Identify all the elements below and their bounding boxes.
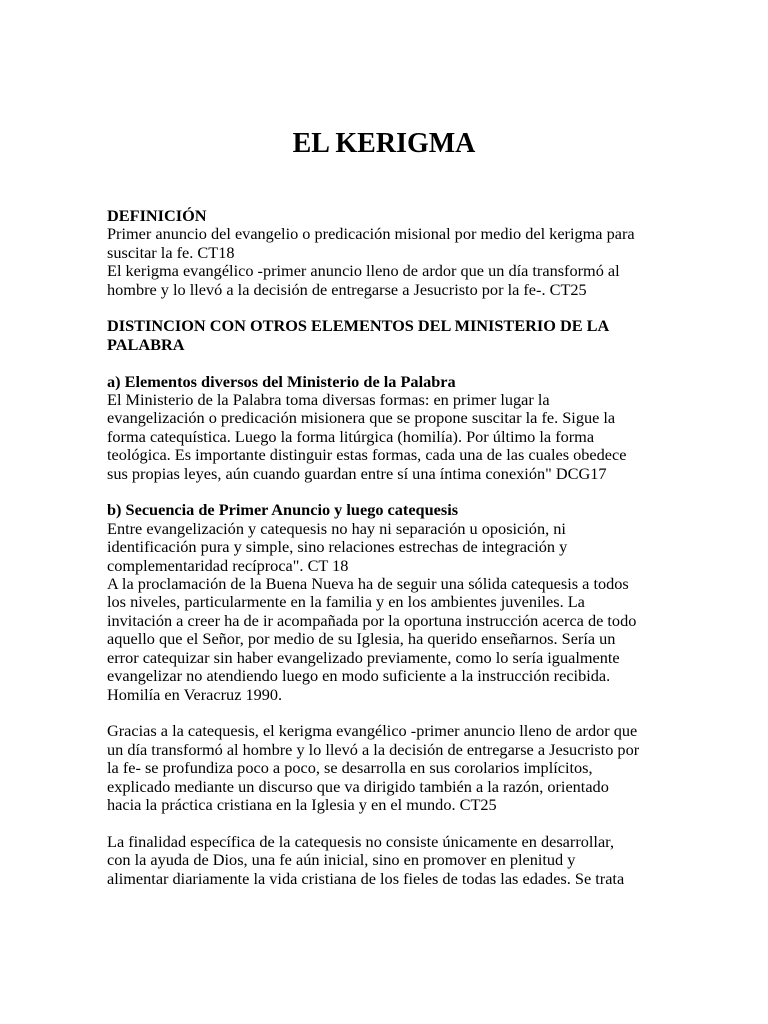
section-distincion	[107, 317, 687, 354]
paragraph-line: Gracias a la catequesis, el kerigma evangélico -primer anuncio lleno de ardor que	[107, 721, 638, 741]
section-definicion	[107, 207, 687, 299]
paragraph-line: evangelizar no atendiendo luego en modo suficiente a la instrucción recibida.	[107, 666, 611, 686]
paragraph-line: los niveles, particularmente en la familia y en los ambientes juveniles. La	[107, 592, 585, 612]
paragraph-line: Primer anuncio del evangelio o predicación misional por medio del kerigma para	[107, 224, 635, 244]
section-secuencia	[107, 501, 687, 703]
paragraph-line: hacia la práctica cristiana en la Iglesia y en el mundo. CT25	[107, 794, 497, 814]
section-finalidad	[107, 833, 687, 888]
paragraph-line: evangelización o predicación misionera que se propone suscitar la fe. Sigue la	[107, 408, 616, 428]
section-heading-secuencia: b) Secuencia de Primer Anuncio y luego catequesis	[107, 500, 459, 520]
paragraph-line: El kerigma evangélico -primer anuncio lleno de ardor que un día transformó al	[107, 261, 620, 281]
paragraph-line: forma catequística. Luego la forma litúrgica (homilía). Por último la forma	[107, 426, 595, 446]
paragraph-line: invitación a creer ha de ir acompañada por la oportuna instrucción acerca de todo	[107, 610, 637, 630]
paragraph-line: identificación pura y simple, sino relaciones estrechas de integración y	[107, 537, 568, 557]
section-heading-distincion: DISTINCION CON OTROS ELEMENTOS DEL MINISTERIO DE LA	[107, 316, 610, 336]
paragraph-line: hombre y lo llevó a la decisión de entregarse a Jesucristo por la fe-. CT25	[107, 279, 587, 299]
paragraph-line: un día transformó al hombre y lo llevó a la decisión de entregarse a Jesucristo por	[107, 739, 640, 759]
paragraph-line: El Ministerio de la Palabra toma diversas formas: en primer lugar la	[107, 390, 550, 410]
paragraph-line: complementaridad recíproca". CT 18	[107, 555, 349, 575]
section-gracias	[107, 722, 687, 814]
paragraph-line: sus propias leyes, aún cuando guardan entre sí una íntima conexión" DCG17	[107, 463, 607, 483]
paragraph-line: A la proclamación de la Buena Nueva ha de seguir una sólida catequesis a todos	[107, 574, 629, 594]
paragraph-line: la fe- se profundiza poco a poco, se desarrolla en sus corolarios implícitos,	[107, 758, 593, 778]
paragraph-line: suscitar la fe. CT18	[107, 242, 235, 262]
document-body	[107, 207, 687, 906]
paragraph-line: alimentar diariamente la vida cristiana de los fieles de todas las edades. Se trata	[107, 868, 625, 888]
section-heading-elementos: a) Elementos diversos del Ministerio de la Palabra	[107, 371, 456, 391]
document-title: EL KERIGMA	[292, 128, 476, 159]
paragraph-line: teológica. Es importante distinguir estas formas, cada una de las cuales obedece	[107, 445, 627, 465]
paragraph-line: con la ayuda de Dios, una fe aún inicial, sino en promover en plenitud y	[107, 850, 576, 870]
paragraph-line: error catequizar sin haber evangelizado previamente, como lo sería igualmente	[107, 647, 620, 667]
paragraph-line: Homilía en Veracruz 1990.	[107, 684, 283, 704]
section-heading-definicion: DEFINICIÓN	[107, 206, 207, 225]
paragraph-line: explicado mediante un discurso que va dirigido también a la razón, orientado	[107, 776, 609, 796]
section-elementos	[107, 373, 687, 483]
paragraph-line: Entre evangelización y catequesis no hay ni separación u oposición, ni	[107, 518, 566, 538]
paragraph-line: La finalidad específica de la catequesis no consiste únicamente en desarrollar,	[107, 831, 615, 851]
paragraph-line: aquello que el Señor, por medio de su Iglesia, ha querido enseñarnos. Sería un	[107, 629, 616, 649]
section-heading-distincion-cont: PALABRA	[107, 334, 185, 354]
